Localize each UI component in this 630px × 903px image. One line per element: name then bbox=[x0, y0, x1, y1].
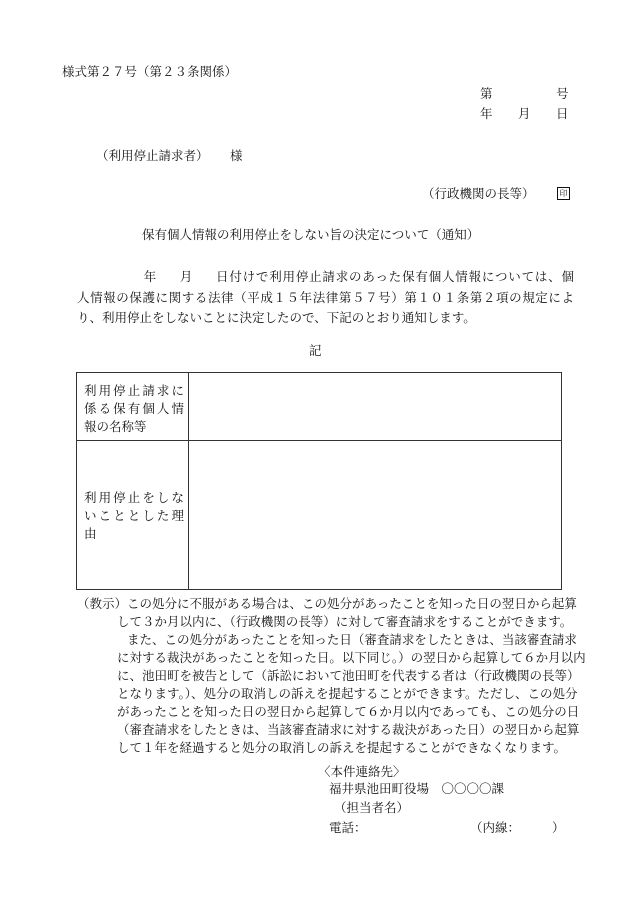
date-month-label: 月 bbox=[518, 106, 531, 121]
notice-table bbox=[76, 372, 562, 590]
addressee-honorific: 様 bbox=[230, 148, 243, 163]
instruction-line: （教示）この処分に不服がある場合は、この処分があったことを知った日の翌日から起算 bbox=[77, 596, 577, 611]
body-line-3: り、利用停止をしないことに決定したので、下記のとおり通知します。 bbox=[77, 310, 476, 325]
table-row-2-header bbox=[77, 441, 189, 589]
date-year-label: 年 bbox=[480, 106, 493, 121]
ki-label: 記 bbox=[309, 343, 322, 358]
table-row-1-label bbox=[84, 382, 184, 436]
instruction-line: に対する裁決があったことを知った日。以下同じ。）の翌日から起算して６か月以内 bbox=[117, 650, 586, 665]
addressee-name: （利用停止請求者） bbox=[96, 148, 209, 163]
instruction-line: があったことを知った日の翌日から起算して６か月以内であっても、この処分の日 bbox=[117, 704, 580, 719]
seal-mark: 印 bbox=[557, 187, 570, 200]
contact-extension-label: （内線： bbox=[470, 820, 521, 835]
body-line-1-text: 日付けで利用停止請求のあった保有個人情報については、個 bbox=[215, 269, 574, 284]
table-row-2-label-line: いこととした理 bbox=[84, 508, 184, 523]
body-year-label: 年 bbox=[143, 269, 158, 284]
table-row-2-value bbox=[189, 441, 561, 589]
table-row-1-header bbox=[77, 373, 189, 441]
contact-person: （担当者名） bbox=[334, 800, 410, 815]
table-row-1-value bbox=[189, 373, 561, 441]
contact-heading: 〈本件連絡先〉 bbox=[318, 764, 406, 779]
instruction-line: となります。）、処分の取消しの訴えを提起することができます。ただし、この処分 bbox=[117, 686, 578, 701]
instruction-line: に、池田町を被告として（訴訟において池田町を代表する者は（行政機関の長等） bbox=[117, 668, 580, 683]
instruction-line: また、この処分があったことを知った日（審査請求をしたときは、当該審査請求 bbox=[127, 632, 577, 647]
date-day-label: 日 bbox=[556, 106, 569, 121]
instruction-section bbox=[77, 595, 586, 757]
contact-phone-label: 電話： bbox=[329, 820, 367, 835]
body-paragraph bbox=[77, 267, 574, 329]
body-line-1 bbox=[77, 267, 574, 288]
instruction-line: して３か月以内に、（行政機関の長等）に対して審査請求をすることができます。 bbox=[117, 614, 573, 629]
sender-name: （行政機関の長等） bbox=[422, 186, 535, 201]
body-line-2: 人情報の保護に関する法律（平成１５年法律第５７号）第１０１条第２項の規定によ bbox=[77, 289, 574, 305]
form-number: 様式第２７号（第２３条関係） bbox=[62, 64, 238, 79]
contact-office: 福井県池田町役場 〇〇〇〇課 bbox=[329, 781, 505, 796]
table-row-1-label-line: 利用停止請求に bbox=[84, 383, 184, 398]
body-month-label: 月 bbox=[179, 269, 194, 284]
document-number-prefix: 第 bbox=[480, 86, 493, 101]
table-row-1-label-line: 報の名称等 bbox=[84, 419, 147, 434]
contact-extension-close: ） bbox=[552, 820, 565, 835]
table-row-1-label-line: 係る保有個人情 bbox=[84, 401, 184, 416]
document-number-suffix: 号 bbox=[556, 86, 569, 101]
table-row-2-label-line: 由 bbox=[84, 526, 97, 541]
instruction-line: （審査請求をしたときは、当該審査請求に対する裁決があった日）の翌日から起算 bbox=[117, 722, 580, 737]
instruction-line: して１年を経過すると処分の取消しの訴えを提起することができなくなります。 bbox=[117, 740, 567, 755]
table-row-2-label bbox=[84, 489, 184, 543]
table-row-2-label-line: 利用停止をしな bbox=[84, 490, 184, 505]
document-title: 保有個人情報の利用停止をしない旨の決定について（通知） bbox=[142, 227, 480, 242]
